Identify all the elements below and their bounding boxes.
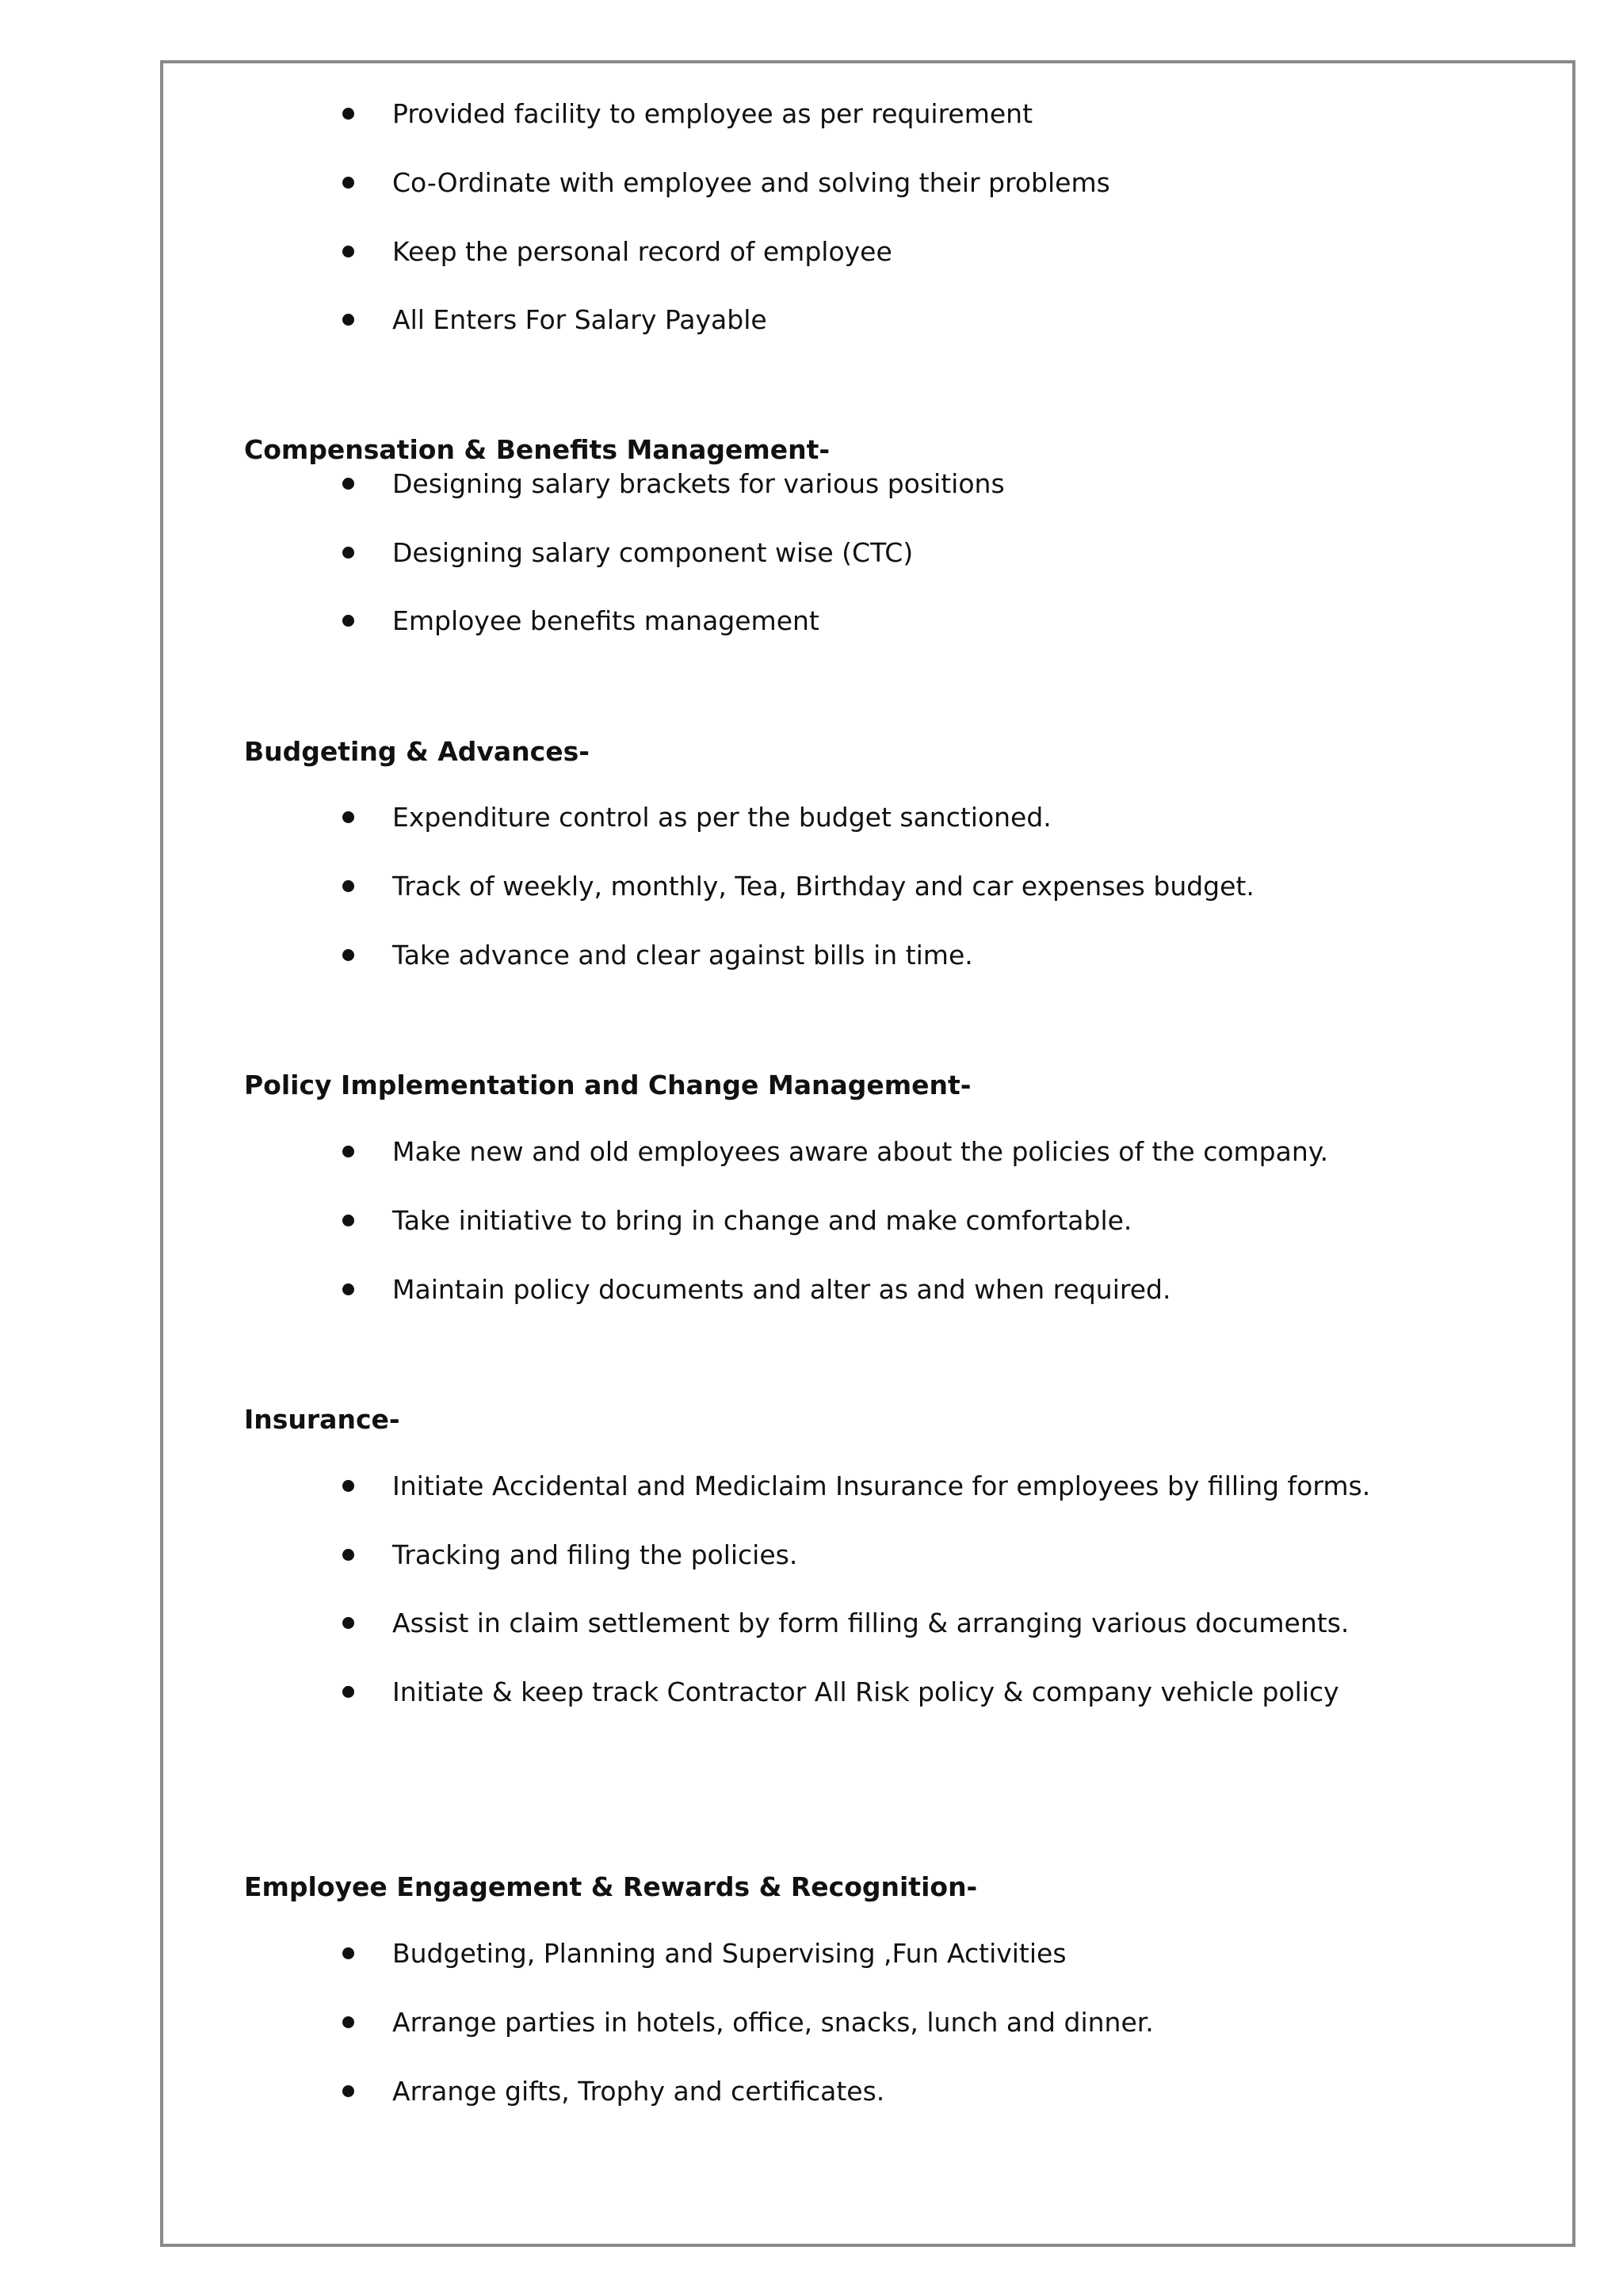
list-item-text: Expenditure control as per the budget sanctioned.	[392, 802, 1052, 833]
list-item	[0, 1470, 1623, 1502]
list-item	[0, 304, 1623, 336]
list-item	[0, 1205, 1623, 1237]
list-item	[0, 605, 1623, 637]
list-item	[0, 1938, 1623, 1970]
bullet-icon	[342, 615, 354, 627]
list-item	[0, 468, 1623, 500]
bullet-icon	[342, 108, 354, 120]
list-item	[0, 537, 1623, 569]
list-item	[0, 2007, 1623, 2039]
bullet-icon	[342, 949, 354, 961]
list-item	[0, 940, 1623, 971]
bullet-icon	[342, 1947, 354, 1959]
list-item	[0, 1608, 1623, 1639]
list-item-text: Tracking and filing the policies.	[392, 1539, 798, 1570]
bullet-icon	[342, 478, 354, 490]
bullet-icon	[342, 1480, 354, 1492]
list-item	[0, 802, 1623, 833]
list-item-text: Designing salary component wise (CTC)	[392, 537, 914, 568]
bullet-icon	[342, 1146, 354, 1158]
list-item	[0, 167, 1623, 199]
list-item	[0, 98, 1623, 130]
bullet-icon	[342, 1686, 354, 1698]
list-item	[0, 236, 1623, 268]
section-heading-budgeting: Budgeting & Advances-	[244, 736, 590, 767]
list-item	[0, 1274, 1623, 1306]
list-item-text: Co-Ordinate with employee and solving their problems	[392, 167, 1110, 198]
list-item	[0, 871, 1623, 902]
bullet-icon	[342, 2016, 354, 2028]
bullet-icon	[342, 547, 354, 559]
list-item-text: Arrange parties in hotels, office, snacks, lunch and dinner.	[392, 2007, 1154, 2038]
bullet-icon	[342, 1215, 354, 1226]
section-heading-insurance: Insurance-	[244, 1404, 400, 1435]
list-item	[0, 2076, 1623, 2107]
list-item-text: Initiate & keep track Contractor All Risk policy & company vehicle policy	[392, 1676, 1339, 1707]
list-item-text: Make new and old employees aware about the policies of the company.	[392, 1136, 1329, 1167]
list-item-text: Provided facility to employee as per requirement	[392, 98, 1033, 129]
list-item	[0, 1539, 1623, 1571]
section-heading-compensation: Compensation & Benefits Management-	[244, 434, 831, 465]
bullet-icon	[342, 1283, 354, 1295]
bullet-icon	[342, 2085, 354, 2097]
bullet-icon	[342, 811, 354, 823]
list-item-text: Initiate Accidental and Mediclaim Insurance for employees by filling forms.	[392, 1470, 1371, 1501]
bullet-icon	[342, 1617, 354, 1629]
list-item-text: Assist in claim settlement by form filling & arranging various documents.	[392, 1608, 1350, 1638]
section-heading-engagement: Employee Engagement & Rewards & Recognition-	[244, 1871, 978, 1902]
list-item-text: Designing salary brackets for various positions	[392, 468, 1005, 499]
bullet-icon	[342, 880, 354, 892]
list-item-text: Arrange gifts, Trophy and certificates.	[392, 2076, 885, 2107]
list-item-text: Keep the personal record of employee	[392, 236, 892, 267]
list-item-text: All Enters For Salary Payable	[392, 304, 767, 335]
bullet-icon	[342, 246, 354, 257]
bullet-icon	[342, 314, 354, 326]
bullet-icon	[342, 177, 354, 189]
list-item	[0, 1676, 1623, 1708]
list-item-text: Track of weekly, monthly, Tea, Birthday and car expenses budget.	[392, 871, 1254, 902]
list-item-text: Take initiative to bring in change and make comfortable.	[392, 1205, 1132, 1236]
section-heading-policy: Policy Implementation and Change Management-	[244, 1070, 972, 1100]
list-item	[0, 1136, 1623, 1168]
list-item-text: Budgeting, Planning and Supervising ,Fun Activities	[392, 1938, 1067, 1969]
list-item-text: Take advance and clear against bills in time.	[392, 940, 973, 971]
list-item-text: Employee benefits management	[392, 605, 819, 636]
list-item-text: Maintain policy documents and alter as and when required.	[392, 1274, 1171, 1305]
bullet-icon	[342, 1549, 354, 1561]
